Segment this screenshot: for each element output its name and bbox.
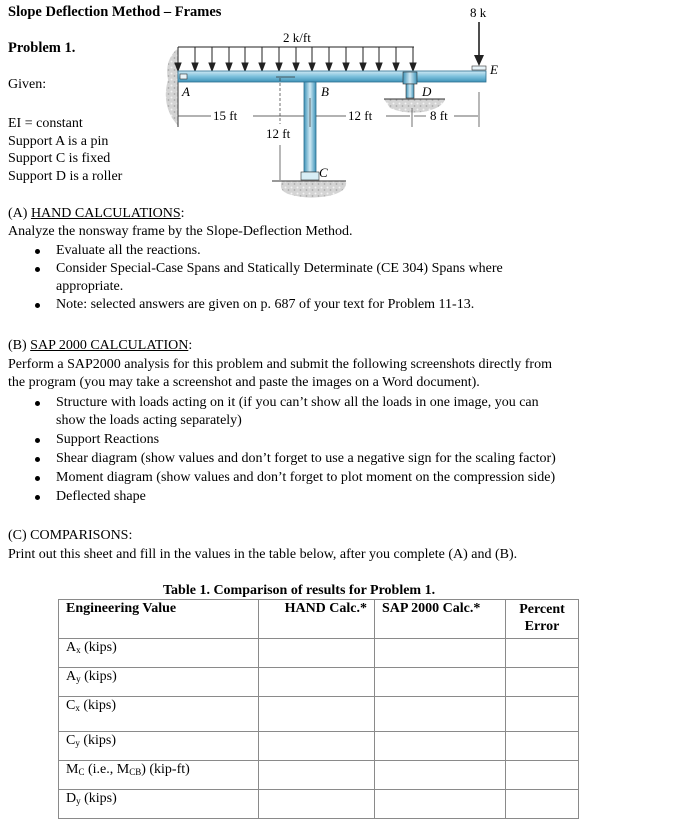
dim-de-label: 8 ft (430, 108, 448, 123)
hand-calc-cell[interactable] (259, 639, 375, 668)
bullet-item-continuation: show the loads acting separately) (56, 413, 242, 428)
section-a-heading: (A) HAND CALCULATIONS: (8, 206, 185, 221)
sap-calc-cell[interactable] (375, 790, 506, 819)
given-item: Support A is a pin (8, 133, 109, 149)
percent-error-cell[interactable] (506, 790, 579, 819)
given-item: Support C is fixed (8, 151, 111, 166)
sap-calc-cell[interactable] (375, 668, 506, 697)
section-b-bullets (8, 394, 556, 506)
node-label-c: C (319, 165, 328, 180)
header-engineering-value: Engineering Value (59, 600, 259, 639)
sap-calc-cell[interactable] (375, 732, 506, 761)
dim-bd-label: 12 ft (348, 108, 373, 123)
given-item: Support D is a roller (8, 168, 123, 184)
row-label: $D_y$ (kips) (59, 790, 259, 819)
percent-error-cell[interactable] (506, 639, 579, 668)
sap-calc-cell[interactable] (375, 697, 506, 732)
header-sap-calc: SAP 2000 Calc.* (375, 600, 506, 639)
row-label: $A_x$ (kips) (59, 639, 259, 668)
bullet-item: Note: selected answers are given on p. 687 of your text for Problem 11-13. (8, 296, 503, 314)
node-label-b: B (321, 84, 329, 99)
header-hand-calc: HAND Calc.* (259, 600, 375, 639)
percent-error-cell[interactable] (506, 732, 579, 761)
given-item: EI = constant (8, 116, 83, 131)
section-a-bullets (8, 242, 503, 314)
section-c-heading: (C) COMPARISONS: (8, 528, 133, 543)
sap-calc-cell[interactable] (375, 761, 506, 790)
bullet-item: Deflected shape (8, 488, 556, 506)
bullet-item: Evaluate all the reactions. (8, 242, 503, 260)
problem-heading: Problem 1. (8, 40, 76, 56)
table-row (59, 697, 579, 732)
pin-a-icon (180, 74, 187, 79)
bullet-item: Moment diagram (show values and don’t forget to plot moment on the compression side) (8, 469, 556, 487)
bullet-item: Consider Special-Case Spans and Statically Determinate (CE 304) Spans where (8, 260, 503, 278)
table-row (59, 668, 579, 697)
dim-bc-label: 12 ft (266, 126, 291, 141)
beam-member (178, 71, 486, 82)
hand-calc-cell[interactable] (259, 732, 375, 761)
comparison-table (58, 599, 579, 819)
document-title: Slope Deflection Method – Frames (8, 4, 222, 20)
frame-diagram (158, 0, 508, 200)
given-list (8, 115, 122, 185)
row-label: $M_C$ (i.e., $M_{CB}$) (kip-ft) (59, 761, 259, 790)
point-load-label: 8 k (470, 5, 487, 20)
node-label-d: D (422, 84, 432, 99)
given-label: Given: (8, 77, 47, 92)
table-row (59, 761, 579, 790)
node-label-e: E (490, 62, 498, 77)
header-percent-error: Percent Error (506, 600, 579, 639)
hand-calc-cell[interactable] (259, 697, 375, 732)
wall-support-a (166, 48, 178, 127)
bullet-item: Structure with loads acting on it (if you can’t show all the loads in one image, you can (8, 394, 556, 412)
row-label: $C_x$ (kips) (59, 697, 259, 732)
node-label-a: A (182, 84, 190, 99)
table-caption: Table 1. Comparison of results for Problem 1. (163, 583, 436, 598)
table-row (59, 732, 579, 761)
sap-calc-cell[interactable] (375, 639, 506, 668)
bullet-item: Shear diagram (show values and don’t forget to use a negative sign for the scaling factor) (8, 450, 556, 468)
bullet-item: Support Reactions (8, 431, 556, 449)
hand-calc-cell[interactable] (259, 790, 375, 819)
percent-error-cell[interactable] (506, 697, 579, 732)
dim-ab-label: 15 ft (213, 108, 238, 123)
row-label: $C_y$ (kips) (59, 732, 259, 761)
percent-error-cell[interactable] (506, 761, 579, 790)
section-a-intro: Analyze the nonsway frame by the Slope-Deflection Method. (8, 224, 353, 239)
section-b-intro-2: the program (you may take a screenshot and paste the images on a Word document). (8, 375, 480, 390)
table-row (59, 639, 579, 668)
hand-calc-cell[interactable] (259, 761, 375, 790)
table-row (59, 790, 579, 819)
row-label: $A_y$ (kips) (59, 668, 259, 697)
hand-calc-cell[interactable] (259, 668, 375, 697)
bullet-item-continuation: appropriate. (56, 279, 124, 294)
point-load-arrow (472, 22, 486, 70)
section-b-intro-1: Perform a SAP2000 analysis for this problem and submit the following screenshots directly from (8, 357, 552, 372)
distributed-load-label: 2 k/ft (283, 30, 311, 45)
table-header-row (59, 600, 579, 639)
distributed-load-arrows (175, 47, 416, 71)
section-c-intro: Print out this sheet and fill in the values in the table below, after you complete (A) and (B). (8, 547, 518, 562)
fixed-support-c (272, 181, 346, 198)
percent-error-cell[interactable] (506, 668, 579, 697)
section-b-heading: (B) SAP 2000 CALCULATION: (8, 338, 193, 353)
